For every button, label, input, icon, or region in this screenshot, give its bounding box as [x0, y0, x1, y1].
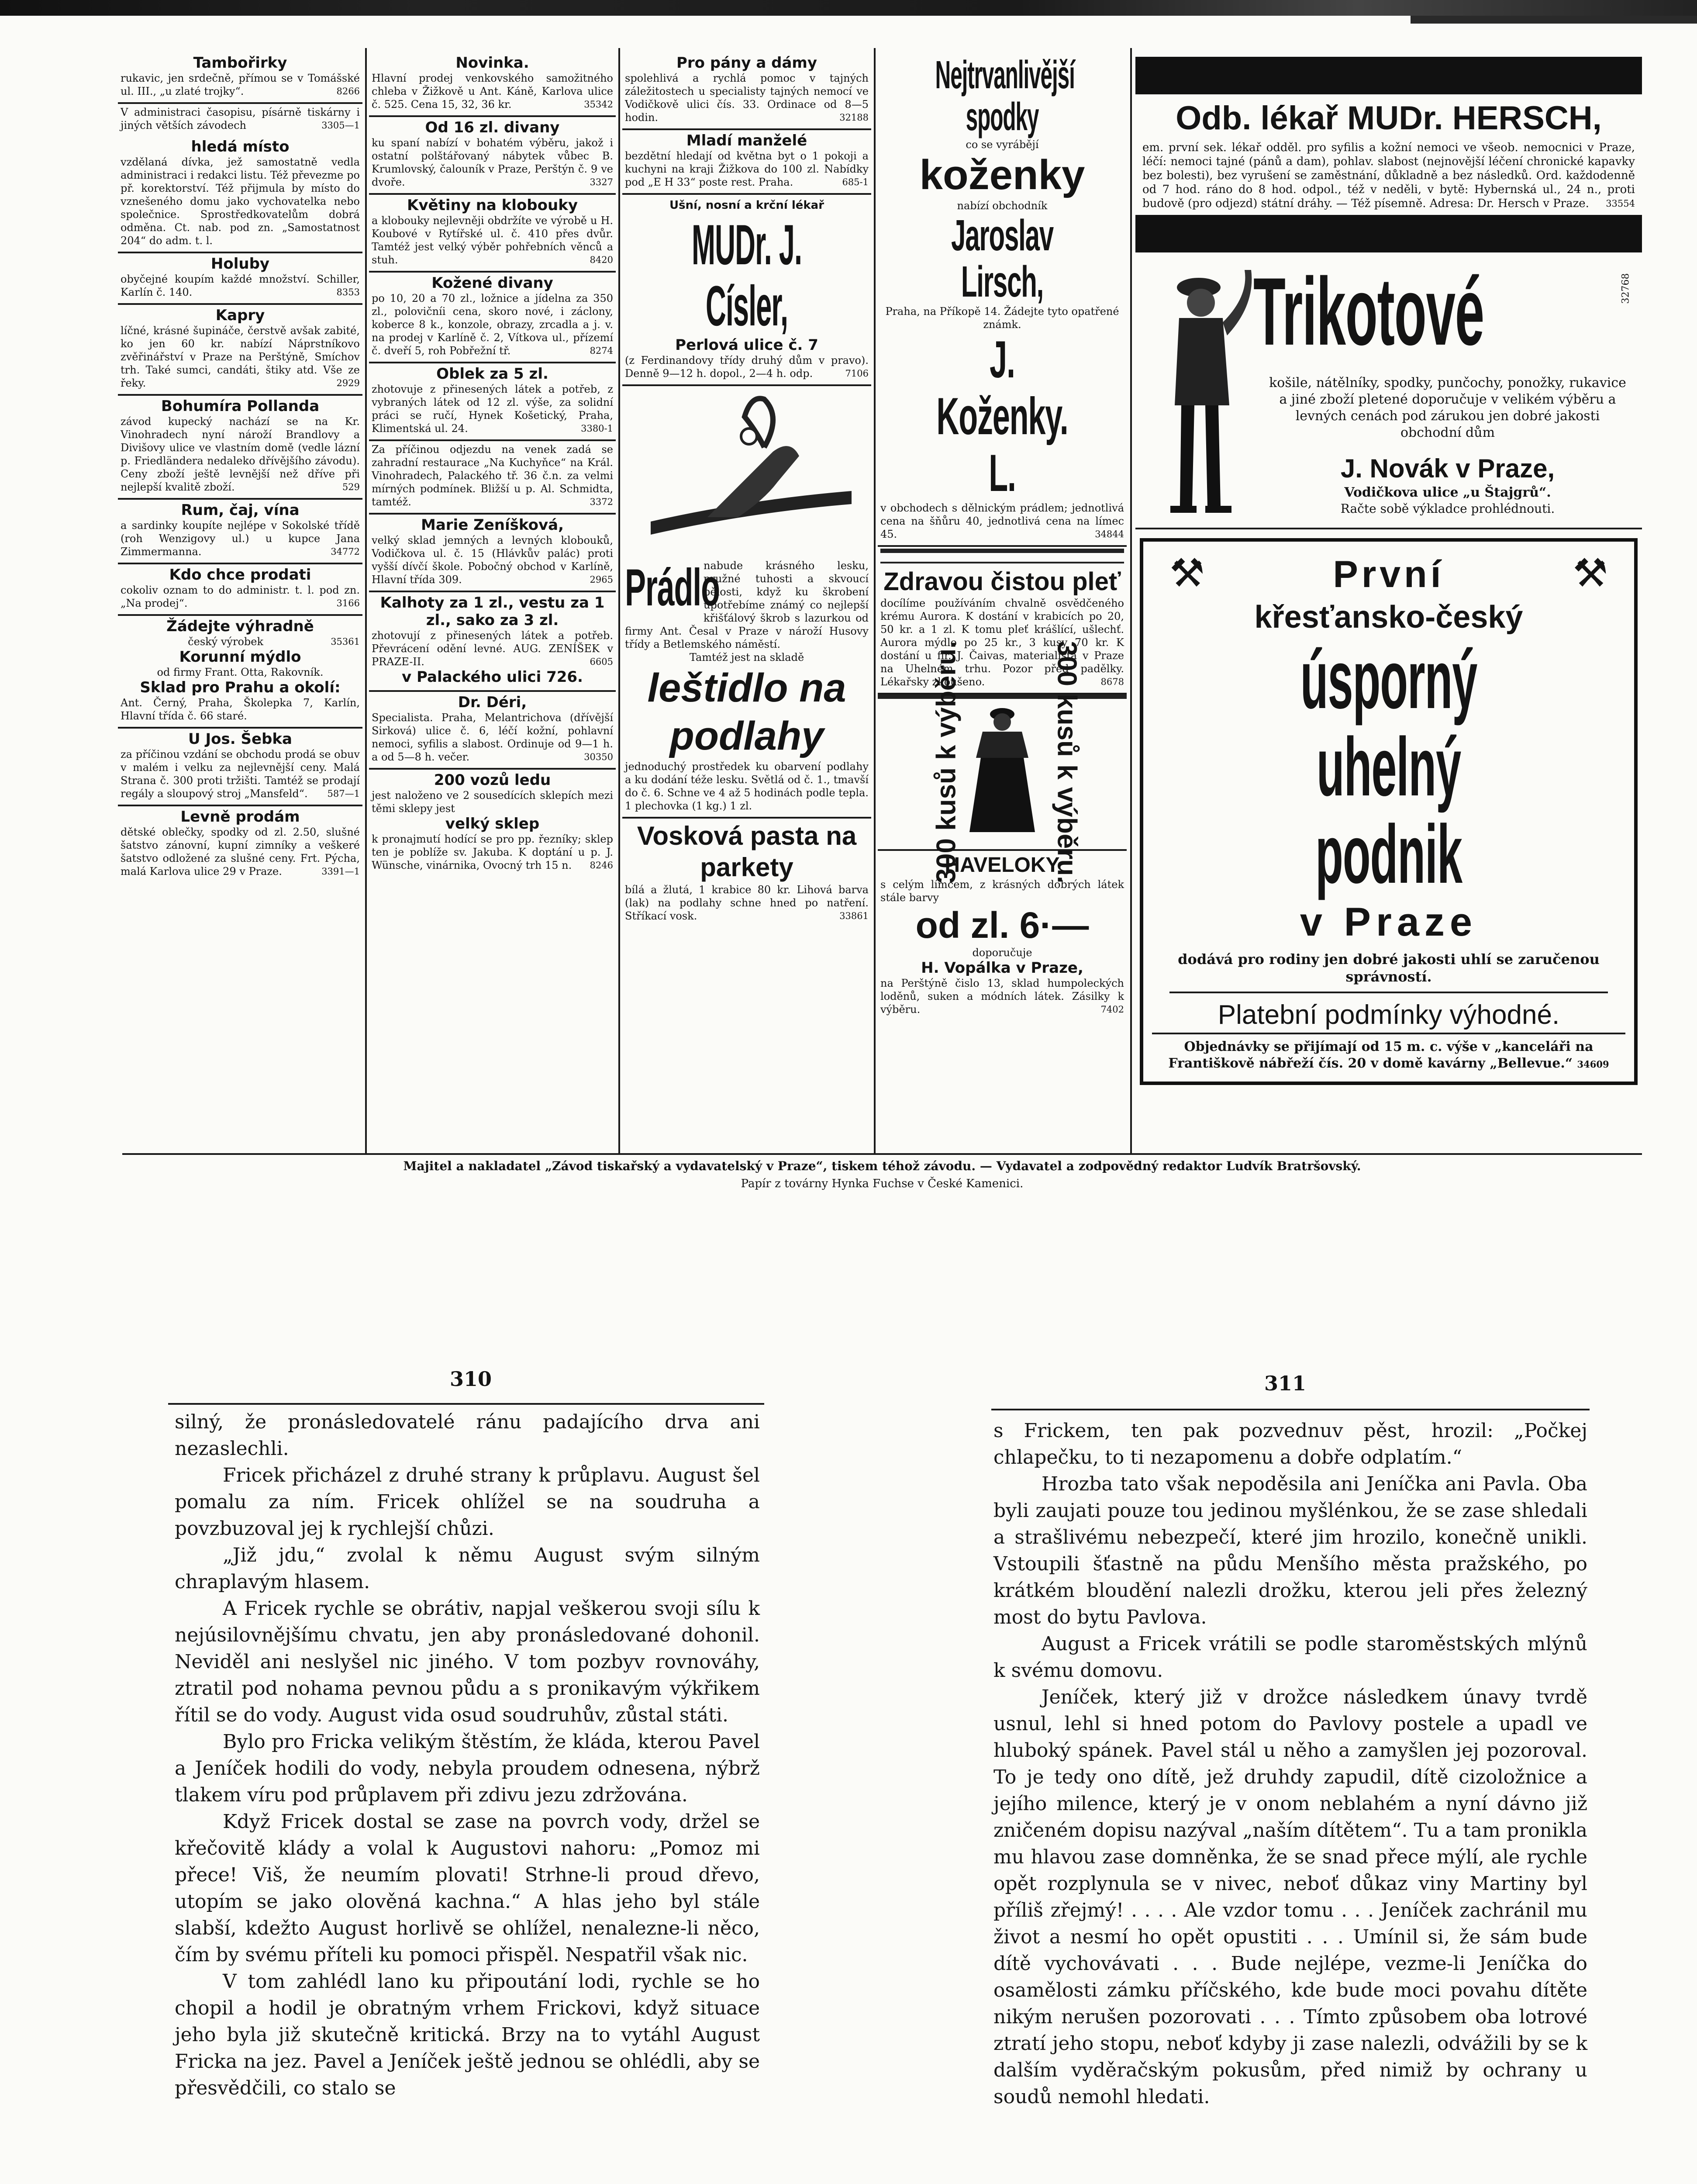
paragraph: Fricek přicházel z druhé strany k průplavu. August šel pomalu za ním. Fricek ohlížel se na soudruha a povzbuzoval jej k rychlejší chůzi.: [175, 1464, 760, 1540]
ad-column-5: [1135, 52, 1642, 1153]
ad-number: 3305—1: [321, 120, 360, 131]
ad-column-1: [118, 52, 362, 1153]
page-number-left: 310: [450, 1367, 492, 1391]
ad-column-4: [878, 52, 1127, 1153]
ad-dr-deri: [369, 692, 616, 770]
ad-number: 8678: [1100, 677, 1124, 687]
ad-text: vzdělaná dívka, jež samostatně vedla administraci i redakci listu. Též převezme po př. korektorství. Též přijmula by místo do vznešeného domu jako vychovatelka nebo společnice. Sprostředkovatelům dobrá odměna. Ct. nab. pod zn. „Samostatnost 204“ do adm. t. l.: [121, 156, 360, 247]
ad-title: Dr. Déri,: [458, 694, 527, 711]
column-rule: [365, 48, 367, 1153]
ad-title: Novinka.: [455, 54, 529, 72]
ad-text: Ant. Černý, Praha, Školepka 7, Karlín, Hlavní třída č. 66 staré.: [121, 697, 360, 722]
ad-title: Levně prodám: [180, 808, 300, 826]
ad-text: doporučuje: [972, 947, 1032, 959]
ad-text: od firmy Frant. Otta, Rakovník.: [157, 666, 324, 678]
paragraph: silný, že pronásledovatelé ránu padajícího drva ani nezaslechli.: [175, 1411, 760, 1460]
ad-number: 3380-1: [581, 423, 613, 434]
ad-text: Tamtéž jest na skladě: [689, 651, 804, 663]
ad-title: Tambořirky: [193, 54, 287, 72]
ad-text: s celým límcem, z krásných dobrých látek stále barvy: [880, 878, 1124, 904]
paper-line: Papír z továrny Hynka Fuchse v České Kamenici.: [741, 1177, 1024, 1190]
ad-text: a klobouky nejlevněji obdržíte ve výrobě u H. Koubové v Rytířské ul. č. 410 přes dvůr. Tamtéž jest velký výběr pohřebních věnců a stuh.: [372, 214, 613, 266]
ad-text: velký sklad jemných a levných klobouků, Vodičkova ul. č. 15 (Hlávkův palác) proti vyšší dívčí škole. Pobočný obchod v Karlíně, Hlavní třída 309.: [372, 534, 613, 586]
ad-mladi-manzele: [622, 130, 871, 195]
ad-title-large: Vosková pasta na parkety: [637, 821, 857, 882]
ad-title: Květiny na klobouky: [407, 197, 578, 214]
ad-title: H. Vopálka v Praze,: [921, 959, 1083, 977]
paragraph: „Již jdu,“ zvolal k němu August svým silným chraplavým hlasem.: [175, 1544, 760, 1593]
ad-number: 8353: [336, 287, 360, 297]
ad-text: zhotovují z přinesených látek a potřeb. Převrácení odění levné. AUG. ZENÍŠEK v PRAZE-II.: [372, 629, 613, 668]
ad-tamborirky: [118, 52, 362, 104]
paragraph: A Fricek rychle se obrátiv, napjal veškerou svoji sílu k nejúsilovnějšímu chvatu, jen aby pronásledované dohonil. Neviděl ani neslyšel nic jiného. V tom pozbyv rovnováhy, ztratil pod nohama pevnou půdu a s pronikavým výkřikem řítil se do vody. August vida osud soudruhův, zůstal státi.: [175, 1597, 760, 1726]
ad-kvetiny: [369, 195, 616, 273]
ad-title: Holuby: [210, 255, 270, 273]
ad-side-text: 300 kusů k výběru.: [1052, 641, 1082, 884]
ad-title-large: J. Koženky. L.: [936, 330, 1068, 502]
ad-title: hledá místo: [191, 138, 290, 156]
ad-text: (z Ferdinandovy třídy druhý dům v pravo). Denně 9—12 h. dopol., 2—4 h. odp.: [625, 354, 869, 380]
ad-number: 3327: [590, 177, 613, 187]
hammers-icon: ⚒: [1573, 550, 1608, 596]
ad-text: nabude krásného lesku, pružné tuhosti a skvoucí bělosti, když ku škrobení upotřebíme známý co nejlepší křišťálový škrob s lazurkou od firmy Ant. Česal v Praze v nároží Husovy třídy a Betlemského náměstí.: [625, 560, 869, 650]
page-number-right: 311: [1264, 1372, 1307, 1395]
ad-text: ku spaní nabízí v bohatém výběru, jakož i ostatní polštářovaný nábytek vůbec B. Krumlovský, čalouník v Praze, Perštýn č. 9 ve dvoře.: [372, 137, 613, 188]
ad-title: 200 vozů ledu: [434, 771, 551, 789]
ad-title-large: Nejtrvanlivější spodky: [935, 53, 1075, 139]
ad-administration: [118, 104, 362, 136]
ad-korunni-mydlo: [118, 616, 362, 729]
ad-number: 33554: [1606, 198, 1635, 209]
ad-title: Korunní mýdlo: [179, 648, 301, 666]
ad-column-3: [622, 52, 871, 1153]
trikotove-text: košile, nátělníky, spodky, punčochy, ponožky, rukavice a jiné zboží pletené doporučuje v velikém výběru a levných cenách pod zárukou jen dobré jakosti obchodní dům: [1269, 375, 1626, 440]
coal-line-3: úsporný uhelný podnik: [1300, 633, 1477, 901]
ad-number: 33861: [839, 911, 869, 921]
ad-text: rukavic, jen srdečně, přímou se v Tomášské ul. III., „u zlaté trojky“.: [121, 72, 360, 97]
hammers-icon: ⚒: [1169, 550, 1205, 596]
ad-number: 8420: [590, 255, 613, 265]
ad-title: Kapry: [215, 307, 265, 324]
page-rule-right: [991, 1409, 1590, 1410]
sportsman-illustration: [1140, 261, 1262, 523]
coal-line-5: dodává pro rodiny jen dobré jakosti uhlí se zaručenou správností.: [1169, 950, 1608, 993]
scan-edge-corner: [1411, 16, 1697, 24]
ad-number: 32768: [1620, 273, 1631, 304]
ad-text: obyčejné koupím každé množství. Schiller, Karlín č. 140.: [121, 273, 360, 298]
ad-voskova-pasta: [622, 819, 871, 927]
ad-novinka: [369, 52, 616, 117]
ad-title-large: od zl. 6·—: [915, 905, 1089, 946]
ad-title: U Jos. Šebka: [188, 730, 292, 748]
ad-title: Kdo chce prodati: [169, 566, 311, 584]
ad-number: 8246: [590, 860, 613, 871]
ad-pro-pany: [622, 52, 871, 130]
ad-side-text: 300 kusů k výběru.: [931, 641, 962, 884]
ad-number: 32188: [839, 112, 869, 123]
column-rule: [618, 48, 620, 1153]
coal-line-2: křesťansko-český: [1254, 600, 1523, 635]
ad-text: Specialista. Praha, Melantrichova (dřívější Sirková) ulice č. 6, léčí kožní, pohlavní nemoci, syfilis a slabost. Ordinuje od 9—1 h. a od 5—8 h. večer.: [372, 712, 613, 763]
ad-title: Žádejte výhradně: [166, 618, 314, 635]
footer-rule: [122, 1153, 1642, 1155]
ad-number: 34609: [1577, 1059, 1609, 1070]
ad-number: 7402: [1100, 1004, 1124, 1015]
ad-text: v obchodech s dělnickým prádlem; jednotlivá cena na šňůru 40, jednotlivá cena na límec 45.: [880, 502, 1124, 540]
ad-title: Rum, čaj, vína: [181, 501, 300, 519]
left-page-text: [175, 1409, 760, 2101]
decorative-border: [880, 549, 1124, 563]
right-page-text: [993, 1417, 1587, 2110]
ad-text: a sardinky koupíte nejlépe v Sokolské třídě (roh Wenzigovy ul.) u kupce Jana Zimmermanna.: [121, 519, 360, 558]
ad-number: 34772: [331, 546, 360, 557]
ad-text: k pronajmutí hodící se pro pp. řezníky; sklep ten je poblíže sv. Jakuba. K doptání u p. J. Wünsche, vinárnika, Ovocný trh 15 n.: [372, 833, 613, 871]
ad-zdravou-plet: [878, 547, 1127, 695]
ad-kdo-chce-prodati: [118, 564, 362, 616]
ad-title: v Palackého ulici 726.: [402, 668, 583, 686]
black-bar: [1135, 215, 1642, 252]
page-rule-left: [168, 1403, 764, 1405]
ad-text: docílíme používáním chvalně osvědčeného krému Aurora. K dostání v krabicích po 20, 50 kr. a 1 zl. K tomu pleť krášlící, ušlechť. Aurora mýdlo po 25 kr., 3 kusy 70 kr. K dostání u fir. J. Čaivas, materialista v Praze na Uhelném trhu. Pozor před padělky. Lékařsky zkoušeno.: [880, 597, 1124, 688]
ad-title: Marie Zeníšková,: [421, 516, 564, 534]
ad-number: 3372: [590, 497, 613, 507]
black-bar: [1135, 57, 1642, 94]
ad-title: Pro pány a dámy: [676, 54, 817, 72]
ad-text: spolehlivá a rychlá pomoc v tajných záležitostech u specialisty tajných nemocí ve Vodičkově ulici čís. 33. Ordinace od 8—5 hodin.: [625, 72, 869, 124]
trikotove-title: Trikotové: [1253, 258, 1484, 365]
iron-illustration: [633, 390, 860, 556]
ad-text: Hlavní prodej venkovského samožitného chleba v Žižkově u Ant. Káně, Karlova ulice č. 525. Cena 15, 32, 36 kr.: [372, 72, 613, 111]
ad-text: po 10, 20 a 70 zl., ložnice a jídelna za 350 zl., polovičníi cena, skoro nové, i záclony, koberce 8 k., konzole, obrazy, zrcadla a j. v. na prodej v Karlíně č. 2, Vítkova ul., přízemí č. dveří 5, roh Pobřežní tř.: [372, 292, 613, 357]
ad-text: jednoduchý prostředek ku obarvení podlahy a ku dodání téže lesku. Světlá od č. 1., tmavší do č. 6. Schne ve 4 až 5 hodinách podle tepla. 1 plechovka (1 kg.) 1 zl.: [625, 760, 869, 812]
paragraph: s Frickem, ten pak pozvednuv pěst, hrozil: „Počkej chlapečku, to ti nezapomenu a dobře odplatím.“: [993, 1420, 1587, 1469]
ad-number: 8266: [336, 86, 360, 97]
publisher-line: Majitel a nakladatel „Závod tiskařský a vydavatelský v Praze“, tiskem téhož závodu. — Vydavatel a zodpovědný redaktor Ludvík Bratršovský.: [403, 1159, 1361, 1173]
novak-note: Račte sobě výkladce prohlédnouti.: [1340, 501, 1555, 516]
ad-kapry: [118, 305, 362, 396]
column-rule: [1130, 48, 1132, 1153]
ad-text: bezdětní hledají od května byt o 1 pokoji a kuchyni na kraji Žižkova do 100 zl. Nabídky pod „E H 33“ poste rest. Praha.: [625, 150, 869, 188]
ad-na-kuchynce: [369, 441, 616, 515]
coat-figure-illustration: [959, 701, 1046, 841]
ad-title-large: MUDr. J. Císler,: [691, 213, 802, 338]
ad-text: Praha, na Příkopě 14. Žádejte tyto opatřené známk.: [885, 305, 1119, 331]
paragraph: Když Fricek dostal se zase na povrch vody, držel se křečovitě klády a volal k Augustovi nahoru: „Pomoz mi přece! Viš, že neumím plovati! Strhne-li proud dřevo, utopím se jako olověná kachna.“ A hlas jeho byl stále slabší, kdežto August horlivě se ohlížel, nenalezne-li něco, čím by svému příteli ku pomoci přispěl. Nespatřil však nic.: [175, 1811, 760, 1966]
ad-vozu-ledu: [369, 770, 616, 876]
ad-divany: [369, 117, 616, 195]
ad-title-large: Jaroslav Lirsch,: [951, 211, 1053, 306]
ad-number: 6605: [590, 657, 613, 667]
ad-number: 3391—1: [321, 866, 360, 877]
ad-trikotove: [1135, 257, 1642, 529]
ad-text: líčné, krásné šupináče, čerstvě avšak zabité, ko jen 60 kr. nabízí Náprstníkovo zvěřinářství v Praze na Perštýně, Smíchov trh. Také sumci, candáti, štiky atd. Vše ze řeky.: [121, 325, 360, 389]
ad-text: za příčinou vzdání se obchodu prodá se obuv v malém i velku za nejlevnější ceny. Malá Strana č. 300 proti tržišti. Tamtéž se prodají regály a sloupový stroj „Mansfeld“.: [121, 748, 360, 800]
ad-holuby: [118, 253, 362, 305]
ad-zeniskova: [369, 515, 616, 592]
coal-line-4: v Praze: [1300, 900, 1478, 944]
ad-title: Od 16 zl. divany: [425, 119, 560, 136]
ad-number: 685-1: [842, 177, 869, 187]
ad-number: 3166: [336, 598, 360, 608]
ad-title: Ušní, nosní a krční lékař: [669, 199, 824, 212]
ad-haveloky: [878, 851, 1127, 1020]
novak-name: J. Novák v Praze,: [1340, 454, 1555, 483]
ad-title-large: leštidlo na podlahy: [647, 666, 846, 758]
ad-rum-caj: [118, 500, 362, 564]
ad-kozenky: [878, 52, 1127, 547]
ad-sebek: [118, 729, 362, 806]
ad-number: 2965: [590, 574, 613, 585]
ad-text: Za příčinou odjezdu na venek zadá se zahradní restaurace „Na Kuchyňce“ na Král. Vinohradech, Palackého tř. 36 č.n. za velmi mírných podmínek. Bližší u p. Al. Schmidta, tamtéž.: [372, 443, 613, 508]
ad-title: Sklad pro Prahu a okolí:: [140, 679, 341, 696]
ad-title-large: Zdravou čistou pleť: [883, 567, 1121, 596]
ad-number: 8274: [590, 346, 613, 356]
ad-text: jest naloženo ve 2 sousedících sklepích mezi těmi sklepy jest: [372, 789, 613, 815]
ad-number: 2929: [336, 378, 360, 388]
ad-text: co se vyrábějí: [966, 138, 1039, 151]
ad-text: dětské oblečky, spodky od zl. 2.50, slušné šatstvo zánovní, kupní zimníky a veškeré šatstvo odložené za slušné ceny. Frt. Pýcha, malá Karlova ulice 29 v Praze.: [121, 826, 360, 878]
column-rule: [874, 48, 876, 1153]
ad-text: na Perštýně čislo 13, sklad humpoleckých loděnů, suken a módních látek. Zásilky k výběru.: [880, 977, 1124, 1016]
paragraph: August a Fricek vrátili se podle staroměstských mlýnů k svému domovu.: [993, 1633, 1587, 1682]
ad-number: 30350: [584, 752, 613, 762]
coal-line-7: Objednávky se přijímají od 15 m. c. výše v „kanceláři na Františkově nábřeží čís. 20 v domě kavárny „Bellevue.“: [1168, 1039, 1594, 1071]
ad-number: 7106: [845, 368, 869, 379]
ad-title: Kožené divany: [431, 274, 553, 292]
ad-number: 34844: [1095, 529, 1124, 539]
ad-number: 529: [342, 482, 360, 492]
ad-text: závod kupecký nachází se na Kr. Vinohradech nyní nároží Brandlovy a Divišovy ulice ve vlastním domě (vedle lázní p. Friedländera nedaleko dřívějšího závodu). Ceny zboží ještě levnější než dříve při nejlepší kvalitě zboží.: [121, 415, 360, 493]
coal-line-1: První: [1333, 553, 1445, 595]
ad-title: Mladí manželé: [686, 132, 807, 149]
ad-coal-company: [1140, 538, 1638, 1085]
ad-levne-prodam: [118, 806, 362, 882]
ad-title: Perlová ulice č. 7: [675, 336, 818, 354]
ad-title: velký sklep: [445, 815, 540, 833]
ad-kalhoty: [369, 592, 616, 692]
ad-text: český výrobek: [188, 636, 264, 648]
ad-text: V administraci časopisu, písárně tiskárny i jiných větších závodech: [121, 106, 360, 131]
ad-title-large: Prádlo: [625, 559, 720, 617]
ad-cisler: [622, 195, 871, 386]
ad-number: 587—1: [327, 788, 360, 799]
ad-oblek: [369, 363, 616, 441]
ad-text: cokoliv oznam to do administr. t. l. pod zn. „Na prodej“.: [121, 584, 360, 609]
ad-title-large: HAVELOKY: [945, 854, 1060, 877]
novak-address: Vodičkova ulice „u Štajgrů“.: [1344, 485, 1551, 500]
ad-text: zhotovuje z přinesených látek a potřeb, z vybraných látek od 12 zl. výše, za solidní práci se ručí, Hynek Košetický, Praha, Klimentská ul. 24.: [372, 383, 613, 435]
hersch-text: em. první sek. lékař odděl. pro syfilis a kožní nemoci ve všeob. nemocnici v Praze, léčí: nemoci tajné (pánů a dam), pohlav. slabost (nejnovější léčení chronické kapavky bez bolesti), bez vyrušení se zaměstnání, důkladně a bez následků. Ord. každodenně od 7 hod. ráno do 8 hod. odpol., též v neděli, v bytě: Hybernská ul., 24 n., proti budově (pro odjezd) státní dráhy. — Též písemně. Adresa: Dr. Hersch v Praze.: [1142, 141, 1635, 210]
scan-edge: [0, 0, 1697, 16]
ad-kozene-divany: [369, 273, 616, 363]
hersch-title: Odb. lékař MUDr. HERSCH,: [1176, 100, 1602, 137]
ad-number: 35342: [584, 99, 613, 110]
ad-pollanda: [118, 396, 362, 500]
paragraph: Jeníček, který již v drožce následkem únavy tvrdě usnul, lehl si hned potom do Pavlovy postele a upadl ve hluboký spánek. Pavel stál u něho a zamyšlen jej pozoroval. To je tedy ono dítě, jež druhdy zapudil, dítě cizoložnice a jejího milence, který je v onom neblahém a nyní dávno již zničeném dopisu nazýval „naším dítětem“. Tu a tam pronikla mu hlavou zase domněnka, že se snad přece mýlí, ale rychle opět rozplynula se v nivec, neboť důkaz viny Martiny byl příliš zřejmý! . . . . Ale vzdor tomu . . . Jeníček zachránil mu život a nesmí ho opět opustiti . . . Umínil si, že sám bude dítě vychovávati . . . Bude nejlépe, vezme-li Jeníčka do osamělosti zámku příčského, kde bude moci povahu dítěte nikým nerušen pozorovati . . . Tímto způsobem oba lotrové ztratí jeho stopu, neboť kdyby ji zase nalezli, odvážili by se k dalším vyděračským pokusům, před nimiž by ochrany u soudů nemohl hledati.: [993, 1686, 1587, 2108]
ad-text: nabízí obchodník: [957, 200, 1048, 212]
ad-number: 35361: [331, 636, 360, 647]
ad-title-large: koženky: [919, 152, 1085, 198]
ad-title: Oblek za 5 zl.: [436, 365, 548, 383]
paragraph: Hrozba tato však nepoděsila ani Jeníčka ani Pavla. Oba byli zaujati pouze tou jedinou myšlénkou, že se zase shledali a strašlivému nebezpečí, které jim hrozilo, konečně unikli. Vstoupili šťastně na půdu Menšího města pražského, po krátkém bloudění nalezli drožku, kterou jeli přes železný most do bytu Pavlova.: [993, 1473, 1587, 1628]
ad-title: Kalhoty za 1 zl., vestu za 1 zl., sako za 3 zl.: [380, 594, 605, 629]
paragraph: Bylo pro Fricka velikým štěstím, že kláda, kterou Pavel a Jeníček hodili do vody, nebyla proudem odnesena, nýbrž tlakem víru pod průplavem při zdivu jezu zdržována.: [175, 1731, 760, 1806]
coal-line-6: Platební podmínky výhodné.: [1152, 998, 1625, 1034]
ad-text: bílá a žlutá, 1 krabice 80 kr. Lihová barva (lak) na podlahy schne hned po natření. Stříkací vosk.: [625, 884, 869, 922]
paragraph: V tom zahlédl lano ku připoutání lodi, rychle se ho chopil a hodil je obratným vrhem Frickovi, když situace jeho byla již skutečně kritická. Brzy na to vytáhl August Fricka na jez. Pavel a Jeníček ještě jednou se ohlédli, aby se přesvědčili, co stalo se: [175, 1970, 760, 2099]
ad-pradlo: [622, 386, 871, 819]
ad-title: Bohumíra Pollanda: [161, 397, 320, 415]
ad-hleda-misto: [118, 136, 362, 253]
ad-column-2: [369, 52, 616, 1153]
